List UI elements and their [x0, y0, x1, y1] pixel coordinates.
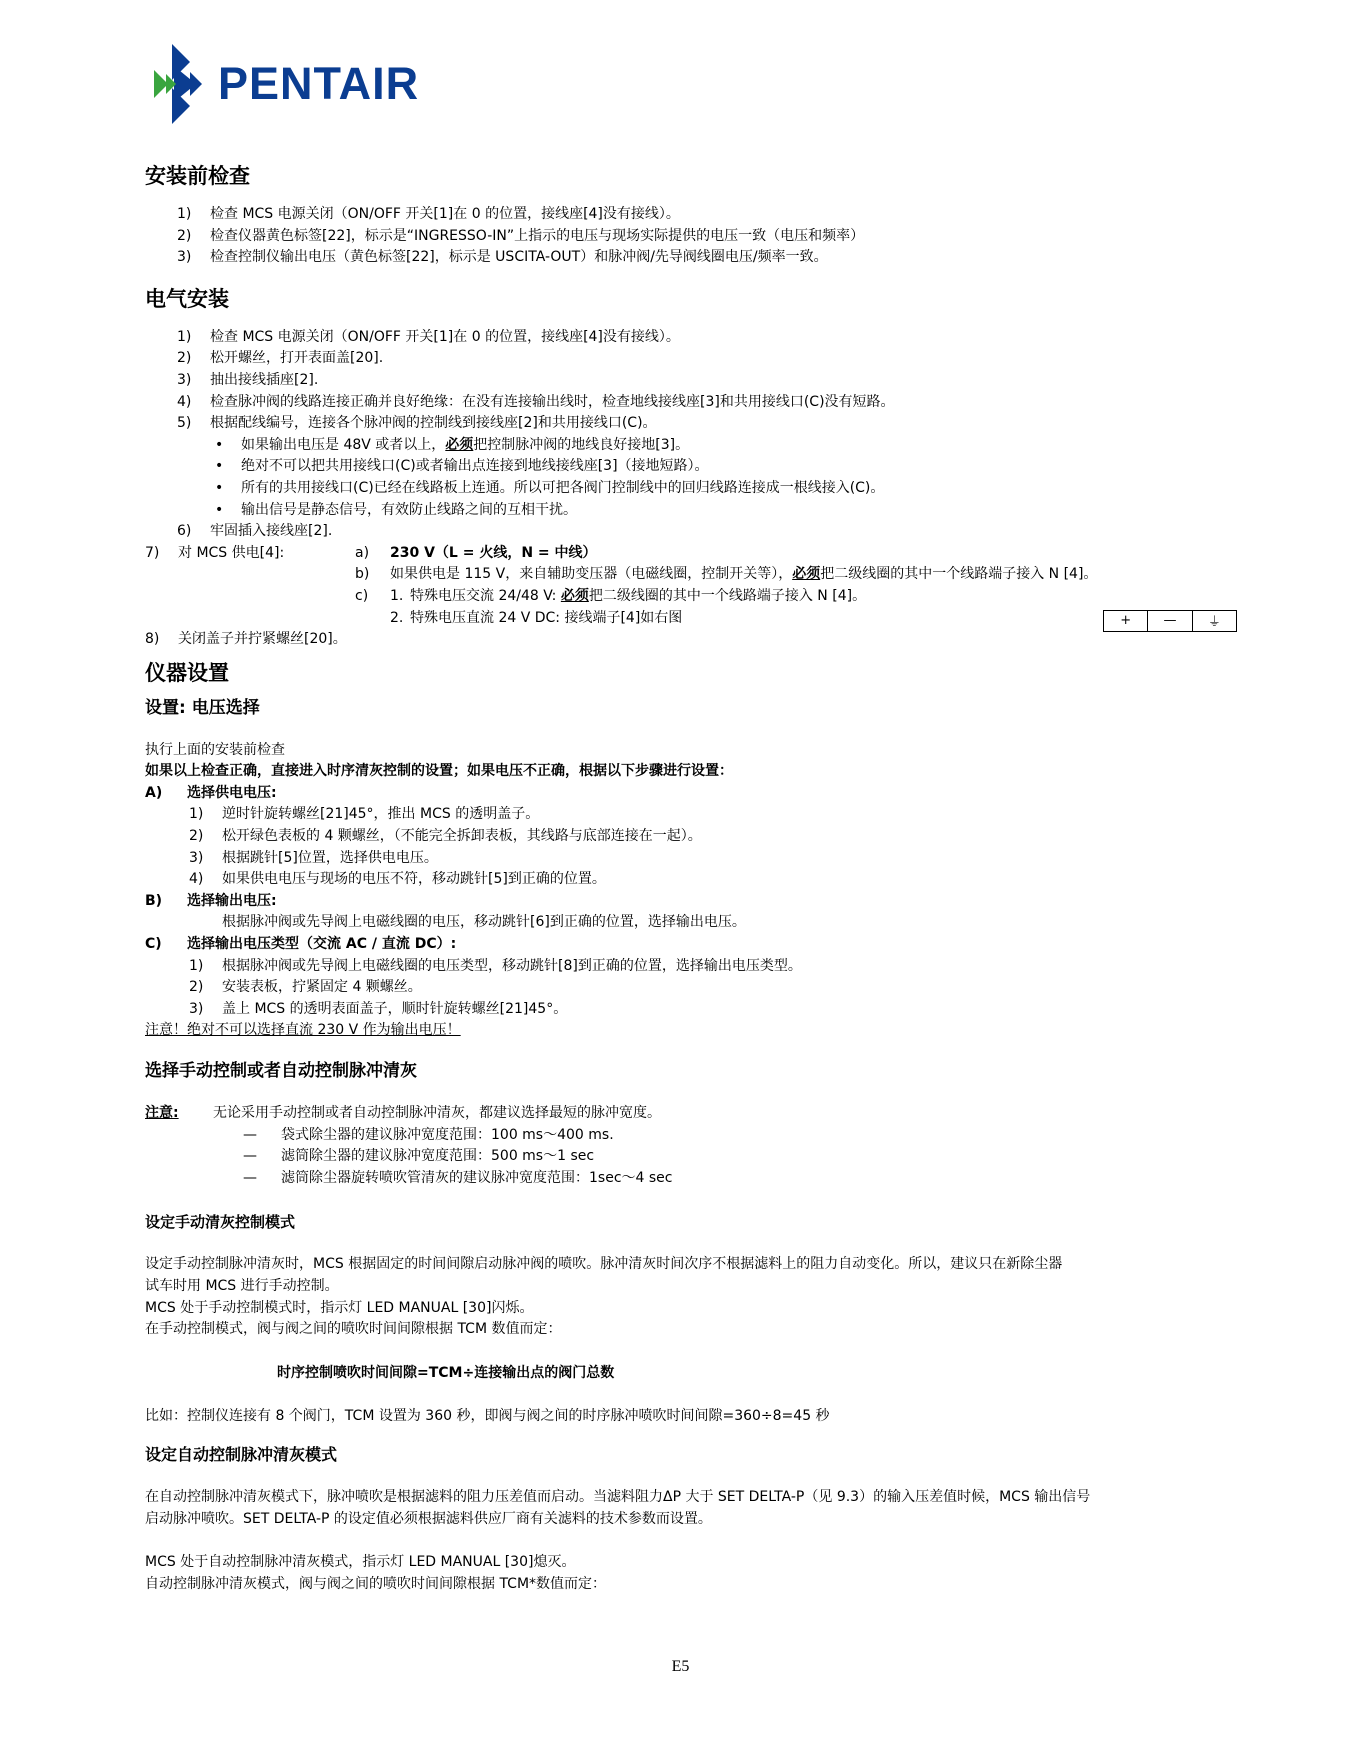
paragraph: MCS 处于自动控制脉冲清灰模式，指示灯 LED MANUAL [30]熄灭。: [145, 1554, 576, 1571]
bullet-item: • 所有的共用接线口(C)已经在线路板上连通。所以可把各阀门控制线中的回归线路连接成一根线接入(C)。: [215, 479, 885, 496]
list-item: 2) 安装表板，拧紧固定 4 颗螺丝。: [189, 979, 422, 996]
terminal-minus: —: [1148, 611, 1192, 631]
ground-icon: ⏚: [1207, 615, 1221, 630]
section-title-manual-auto: 选择手动控制或者自动控制脉冲清灰: [145, 1061, 417, 1081]
page-number: E5: [671, 1658, 690, 1675]
list-item: 2) 松开螺丝，打开表面盖[20].: [177, 350, 384, 367]
list-item: 2) 检查仪器黄色标签[22]，标示是“INGRESSO-IN”上指示的电压与现场实际提供的电压一致（电压和频率）: [177, 227, 865, 244]
list-item: 1) 检查 MCS 电源关闭（ON/OFF 开关[1]在 0 的位置，接线座[4]没有接线）。: [177, 206, 680, 222]
paragraph: 在手动控制模式，阀与阀之间的喷吹时间间隙根据 TCM 数值而定：: [145, 1321, 562, 1338]
list-item: 1) 根据脉冲阀或先导阀上电磁线圈的电压类型，移动跳针[8]到正确的位置，选择输出电压类型。: [189, 957, 802, 974]
dash-item: — 袋式除尘器的建议脉冲宽度范围：100 ms～400 ms.: [243, 1126, 614, 1143]
paragraph: 执行上面的安装前检查: [145, 741, 285, 758]
section-title-auto-mode: 设定自动控制脉冲清灰模式: [145, 1444, 338, 1464]
terminal-plus: +: [1104, 611, 1148, 631]
dc-terminal-diagram: [1103, 610, 1237, 632]
paragraph: 试车时用 MCS 进行手动控制。: [145, 1277, 339, 1294]
list-item: 5) 根据配线编号，连接各个脉冲阀的控制线到接线座[2]和共用接线口(C)。: [177, 415, 657, 432]
pentair-diamond-arrows-icon: [150, 44, 214, 124]
list-item: 1) 检查 MCS 电源关闭（ON/OFF 开关[1]在 0 的位置，接线座[4]没有接线）。: [177, 328, 680, 345]
section-title-instrument-setup: 仪器设置: [145, 660, 229, 685]
step-heading: B) 选择输出电压:: [145, 892, 277, 909]
bullet-item: • 绝对不可以把共用接线口(C)或者输出点连接到地线接线座[3]（接地短路）。: [215, 458, 709, 475]
paragraph: 设定手动控制脉冲清灰时，MCS 根据固定的时间间隙启动脉冲阀的喷吹。脉冲清灰时间次序不根据滤料上的阻力自动变化。所以，建议只在新除尘器: [145, 1256, 1063, 1273]
warning-text: 注意！绝对不可以选择直流 230 V 作为输出电压！: [145, 1022, 461, 1039]
paragraph: 如果以上检查正确，直接进入时序清灰控制的设置；如果电压不正确，根据以下步骤进行设置：: [145, 763, 733, 780]
example: 比如：控制仪连接有 8 个阀门，TCM 设置为 360 秒，即阀与阀之间的时序脉冲喷吹时间间隙=360÷8=45 秒: [145, 1408, 830, 1425]
bullet-item: • 如果输出电压是 48V 或者以上，必须把控制脉冲阀的地线良好接地[3]。: [215, 436, 690, 453]
power-supply-option-c1: c) 1. 特殊电压交流 24/48 V: 必须把二级线圈的其中一个线路端子接入 N [4]。: [355, 587, 867, 604]
paragraph: 启动脉冲喷吹。SET DELTA-P 的设定值必须根据滤料供应厂商有关滤料的技术参数而设置。: [145, 1510, 712, 1527]
power-supply-option-b: b) 如果供电是 115 V，来自辅助变压器（电磁线圈，控制开关等），必须把二级线圈的其中一个线路端子接入 N [4]。: [355, 566, 1098, 583]
list-item: 3) 检查控制仪输出电压（黄色标签[22]，标示是 USCITA-OUT）和脉冲阀/先导阀线圈电压/频率一致。: [177, 249, 828, 266]
paragraph: 在自动控制脉冲清灰模式下，脉冲喷吹是根据滤料的阻力压差值而启动。当滤料阻力ΔP 大于 SET DELTA-P（见 9.3）的输入压差值时候，MCS 输出信号: [145, 1488, 1091, 1505]
list-item: 3) 根据跳针[5]位置，选择供电电压。: [189, 849, 438, 866]
section-title-manual-mode: 设定手动清灰控制模式: [145, 1213, 296, 1232]
paragraph: 根据脉冲阀或先导阀上电磁线圈的电压，移动跳针[6]到正确的位置，选择输出电压。: [222, 914, 746, 931]
section-title-pre-install-check: 安装前检查: [145, 164, 250, 188]
pre-install-list: [145, 204, 1255, 269]
formula: 时序控制喷吹时间间隙=TCM÷连接输出点的阀门总数: [277, 1364, 615, 1381]
bullet-item: • 输出信号是静态信号，有效防止线路之间的互相干扰。: [215, 501, 577, 518]
note: 注意: 无论采用手动控制或者自动控制脉冲清灰，都建议选择最短的脉冲宽度。: [145, 1105, 661, 1121]
step-heading: C) 选择输出电压类型（交流 AC / 直流 DC）:: [145, 936, 457, 953]
paragraph: 自动控制脉冲清灰模式，阀与阀之间的喷吹时间间隙根据 TCM*数值而定：: [145, 1575, 607, 1592]
power-supply-item: 7) 对 MCS 供电[4]: a) 230 V（L = 火线，N = 中线）: [145, 544, 597, 561]
electrical-install-list: [145, 327, 1255, 651]
list-item: 3) 盖上 MCS 的透明表面盖子，顺时针旋转螺丝[21]45°。: [189, 1000, 568, 1017]
step-heading: A) 选择供电电压:: [145, 784, 277, 801]
document-body: [145, 160, 1255, 1595]
list-item: 1) 逆时针旋转螺丝[21]45°，推出 MCS 的透明盖子。: [189, 806, 540, 823]
list-item: 8) 关闭盖子并拧紧螺丝[20]。: [145, 631, 347, 648]
list-item: 4) 如果供电电压与现场的电压不符，移动跳针[5]到正确的位置。: [189, 871, 606, 888]
dash-item: — 滤筒除尘器旋转喷吹管清灰的建议脉冲宽度范围：1sec～4 sec: [243, 1169, 673, 1186]
list-item: 2) 松开绿色表板的 4 颗螺丝，（不能完全拆卸表板，其线路与底部连接在一起）。: [189, 828, 702, 845]
paragraph: MCS 处于手动控制模式时，指示灯 LED MANUAL [30]闪烁。: [145, 1299, 534, 1316]
list-item: 6) 牢固插入接线座[2].: [177, 523, 333, 540]
list-item: 4) 检查脉冲阀的线路连接正确并良好绝缘：在没有连接输出线时，检查地线接线座[3]和共用接线口(C)没有短路。: [177, 393, 895, 410]
subsection-title-voltage-selection: 设置: 电压选择: [145, 697, 260, 718]
dash-item: — 滤筒除尘器的建议脉冲宽度范围：500 ms～1 sec: [243, 1148, 595, 1165]
brand-name: PENTAIR: [218, 58, 420, 109]
power-supply-option-c2: 2. 特殊电压直流 24 V DC: 接线端子[4]如右图 + — ⏚: [145, 608, 1255, 630]
pentair-logo: [150, 44, 419, 124]
list-item: 3) 抽出接线插座[2].: [177, 371, 319, 388]
section-title-electrical-install: 电气安装: [145, 286, 229, 311]
